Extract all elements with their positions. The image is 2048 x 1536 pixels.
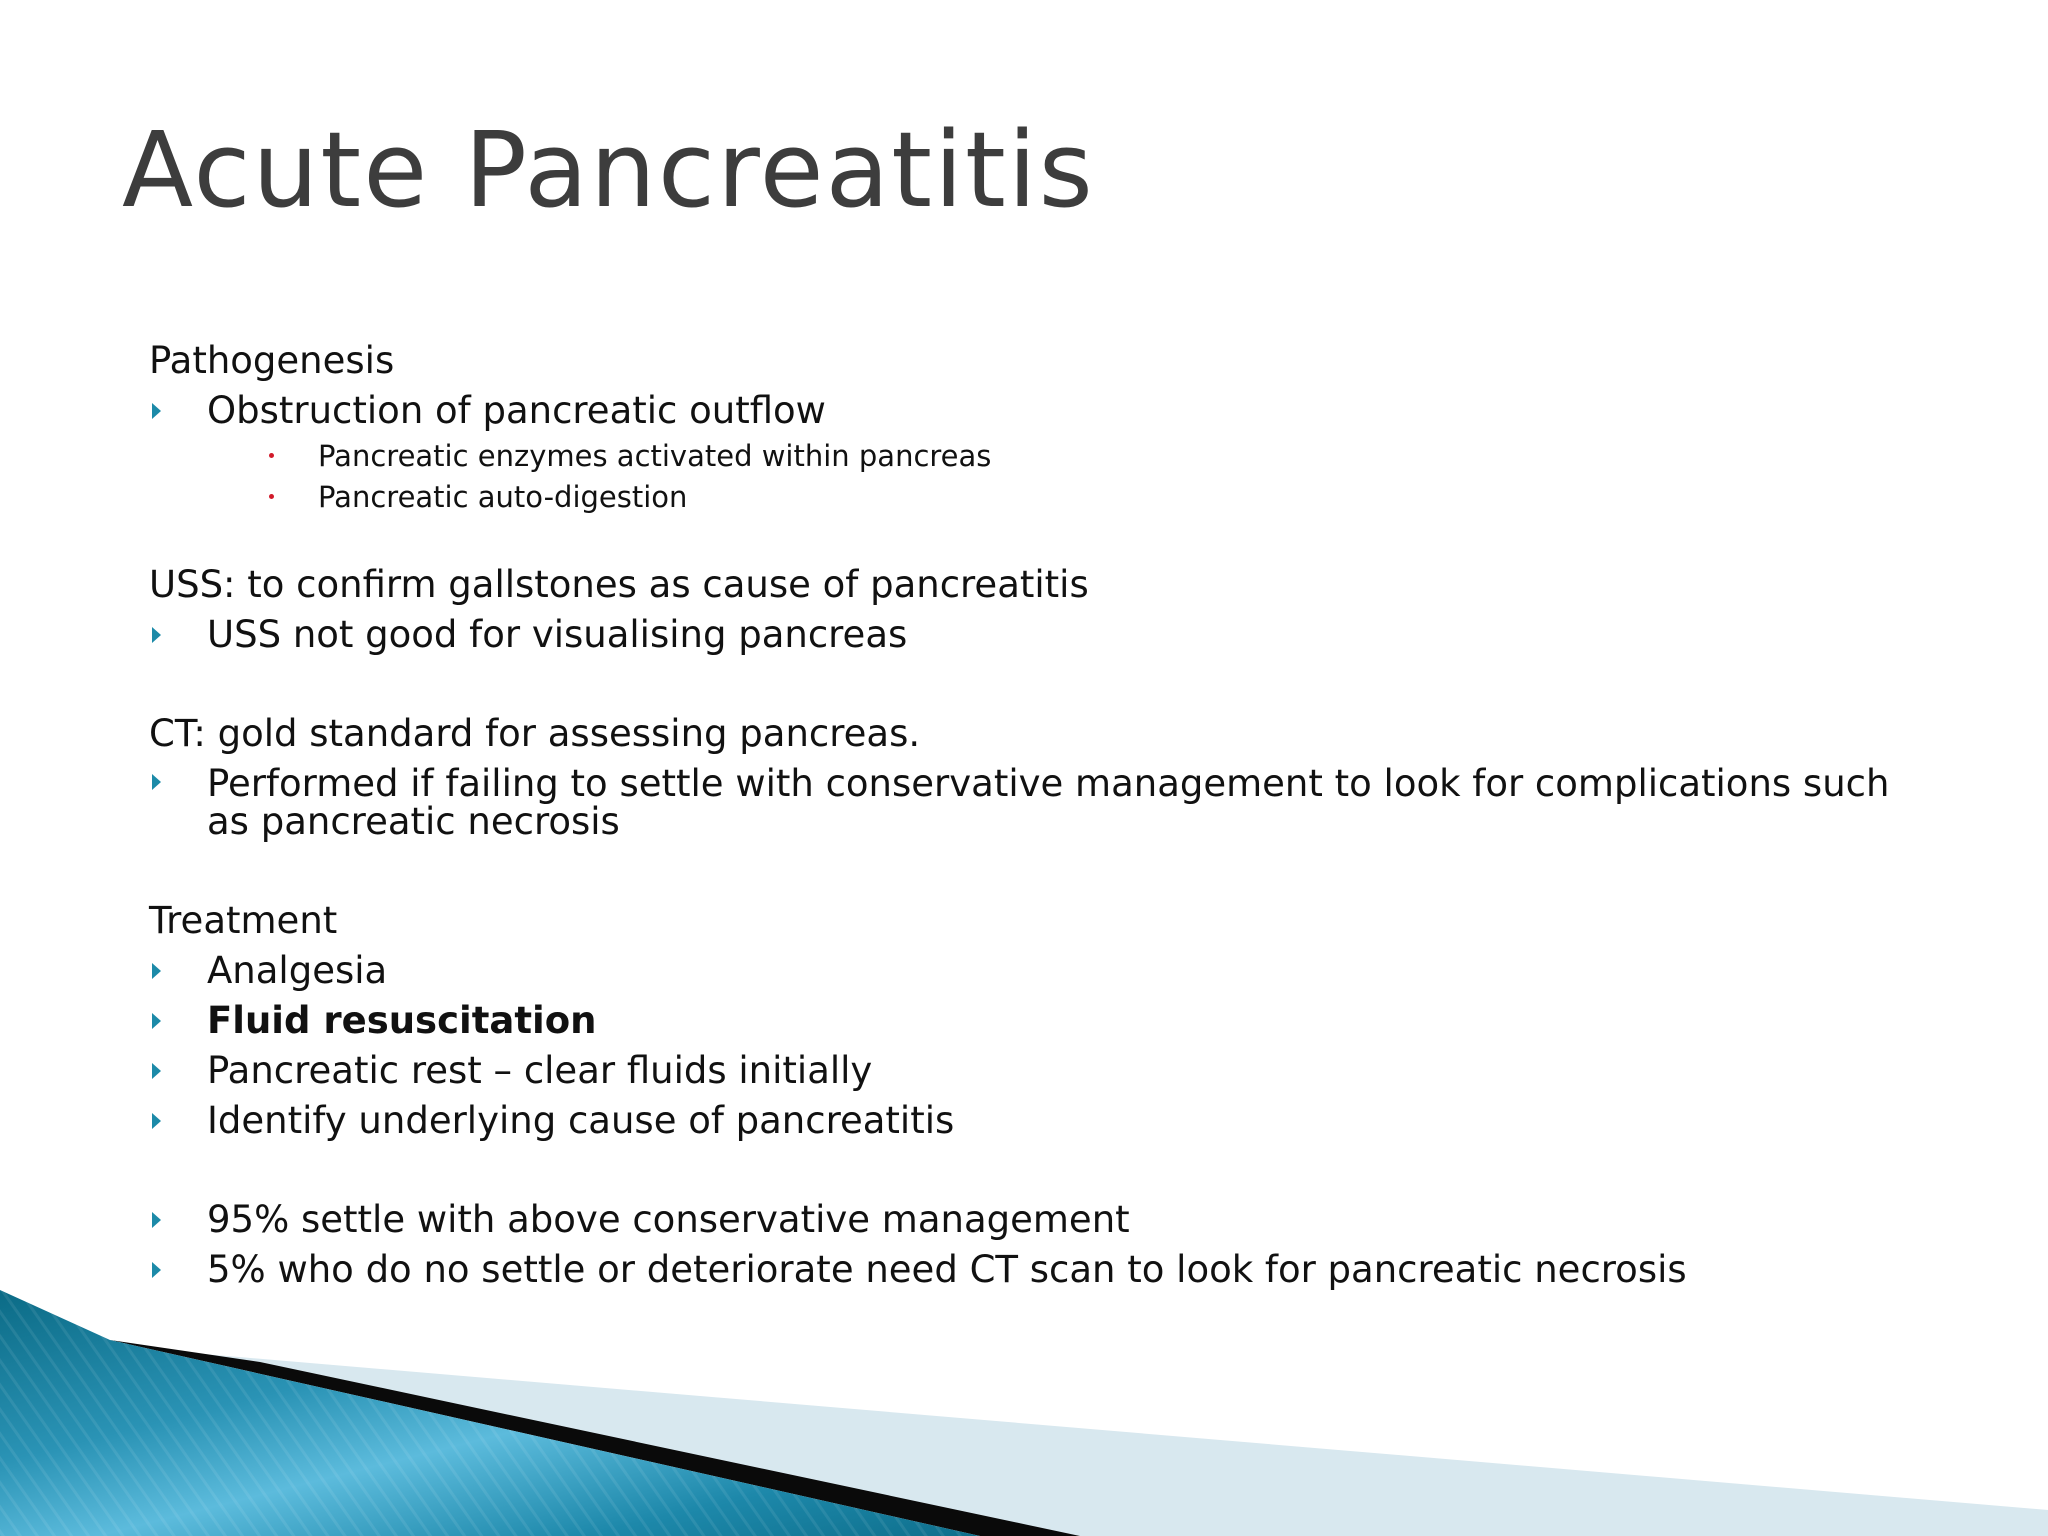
slide-title: Acute Pancreatitis <box>122 109 1095 231</box>
heading-treatment: Treatment <box>149 899 338 942</box>
bullet-item <box>149 610 1929 660</box>
bullet-text: 95% settle with above conservative management <box>207 1198 1130 1241</box>
triangle-bullet-icon <box>152 963 161 979</box>
spacer <box>149 847 1929 896</box>
dot-bullet-icon <box>269 453 274 458</box>
bullet-text: Obstruction of pancreatic outflow <box>207 389 826 432</box>
triangle-bullet-icon <box>152 1063 161 1079</box>
triangle-bullet-icon <box>152 1013 161 1029</box>
triangle-bullet-icon <box>152 627 161 643</box>
sub-bullet-item <box>149 477 1929 518</box>
bullet-text: Analgesia <box>207 949 388 992</box>
bullet-text: 5% who do no settle or deteriorate need CT scan to look for pancreatic necrosis <box>207 1248 1687 1291</box>
bullet-text: USS not good for visualising pancreas <box>207 613 908 656</box>
bullet-item <box>149 386 1929 436</box>
triangle-bullet-icon <box>152 1113 161 1129</box>
sub-bullet-text: Pancreatic auto-digestion <box>318 480 688 514</box>
sub-bullet-text: Pancreatic enzymes activated within pancreas <box>318 439 992 473</box>
triangle-bullet-icon <box>152 403 161 419</box>
sub-bullet-item <box>149 436 1929 477</box>
bullet-item <box>149 1046 1929 1096</box>
spacer <box>149 660 1929 709</box>
bullet-item <box>149 759 1929 847</box>
bullet-text: Performed if failing to settle with conservative management to look for complications such as pancreatic necrosis <box>207 762 1890 843</box>
triangle-bullet-icon <box>152 774 161 790</box>
bullet-text: Pancreatic rest – clear fluids initially <box>207 1049 873 1092</box>
bullet-text: Identify underlying cause of pancreatitis <box>207 1099 955 1142</box>
bullet-item <box>149 946 1929 996</box>
heading-ct: CT: gold standard for assessing pancreas. <box>149 712 921 755</box>
spacer <box>149 518 1929 560</box>
footer-wave-decoration <box>0 1290 2048 1536</box>
bullet-item <box>149 1096 1929 1146</box>
bullet-item <box>149 1245 1929 1295</box>
slide-body <box>149 336 1929 1295</box>
dot-bullet-icon <box>269 494 274 499</box>
bullet-item <box>149 996 1929 1046</box>
heading-uss: USS: to confirm gallstones as cause of pancreatitis <box>149 563 1089 606</box>
bullet-item <box>149 1195 1929 1245</box>
heading-pathogenesis: Pathogenesis <box>149 339 395 382</box>
triangle-bullet-icon <box>152 1212 161 1228</box>
triangle-bullet-icon <box>152 1262 161 1278</box>
bullet-text: Fluid resuscitation <box>207 999 597 1042</box>
spacer <box>149 1146 1929 1195</box>
